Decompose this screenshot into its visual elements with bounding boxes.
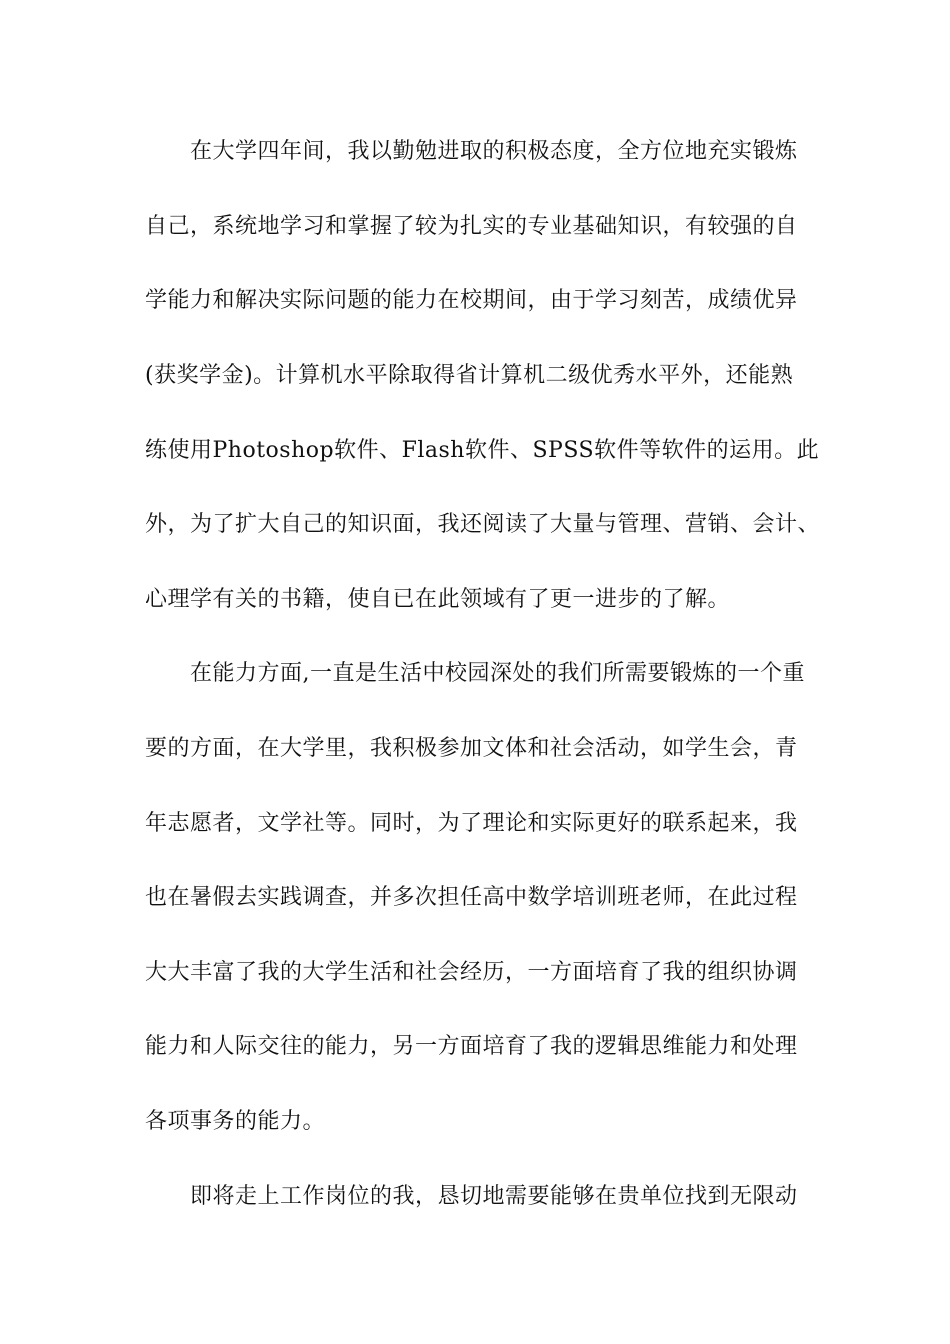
paragraph-3-line-1: 即将走上工作岗位的我，恳切地需要能够在贵单位找到无限动	[190, 1184, 798, 1209]
paragraph-2-line-2: 要的方面，在大学里，我积极参加文体和社会活动，如学生会，青	[145, 736, 798, 761]
paragraph-1-line-5: 练使用Photoshop软件、Flash软件、SPSS软件等软件的运用。此	[145, 438, 820, 463]
paragraph-1-line-6: 外，为了扩大自己的知识面，我还阅读了大量与管理、营销、会计、	[145, 512, 821, 537]
paragraph-1-line-4: (获奖学金)。计算机水平除取得省计算机二级优秀水平外，还能熟	[145, 363, 794, 388]
paragraph-2-line-3: 年志愿者，文学社等。同时，为了理论和实际更好的联系起来，我	[145, 811, 798, 836]
paragraph-2-line-4: 也在暑假去实践调查，并多次担任高中数学培训班老师，在此过程	[145, 885, 798, 910]
paragraph-2-line-6: 能力和人际交往的能力，另一方面培育了我的逻辑思维能力和处理	[145, 1034, 798, 1059]
paragraph-1-line-7: 心理学有关的书籍，使自已在此领域有了更一进步的了解。	[145, 587, 731, 612]
paragraph-1-line-1: 在大学四年间，我以勤勉进取的积极态度，全方位地充实锻炼	[190, 139, 798, 164]
paragraph-2-line-1: 在能力方面,一直是生活中校园深处的我们所需要锻炼的一个重	[190, 661, 805, 686]
paragraph-1-line-3: 学能力和解决实际问题的能力在校期间，由于学习刻苦，成绩优异	[145, 288, 798, 313]
paragraph-2-line-5: 大大丰富了我的大学生活和社会经历，一方面培育了我的组织协调	[145, 960, 798, 985]
paragraph-2-line-7: 各项事务的能力。	[145, 1109, 326, 1134]
paragraph-1-line-2: 自己，系统地学习和掌握了较为扎实的专业基础知识，有较强的自	[145, 214, 798, 239]
